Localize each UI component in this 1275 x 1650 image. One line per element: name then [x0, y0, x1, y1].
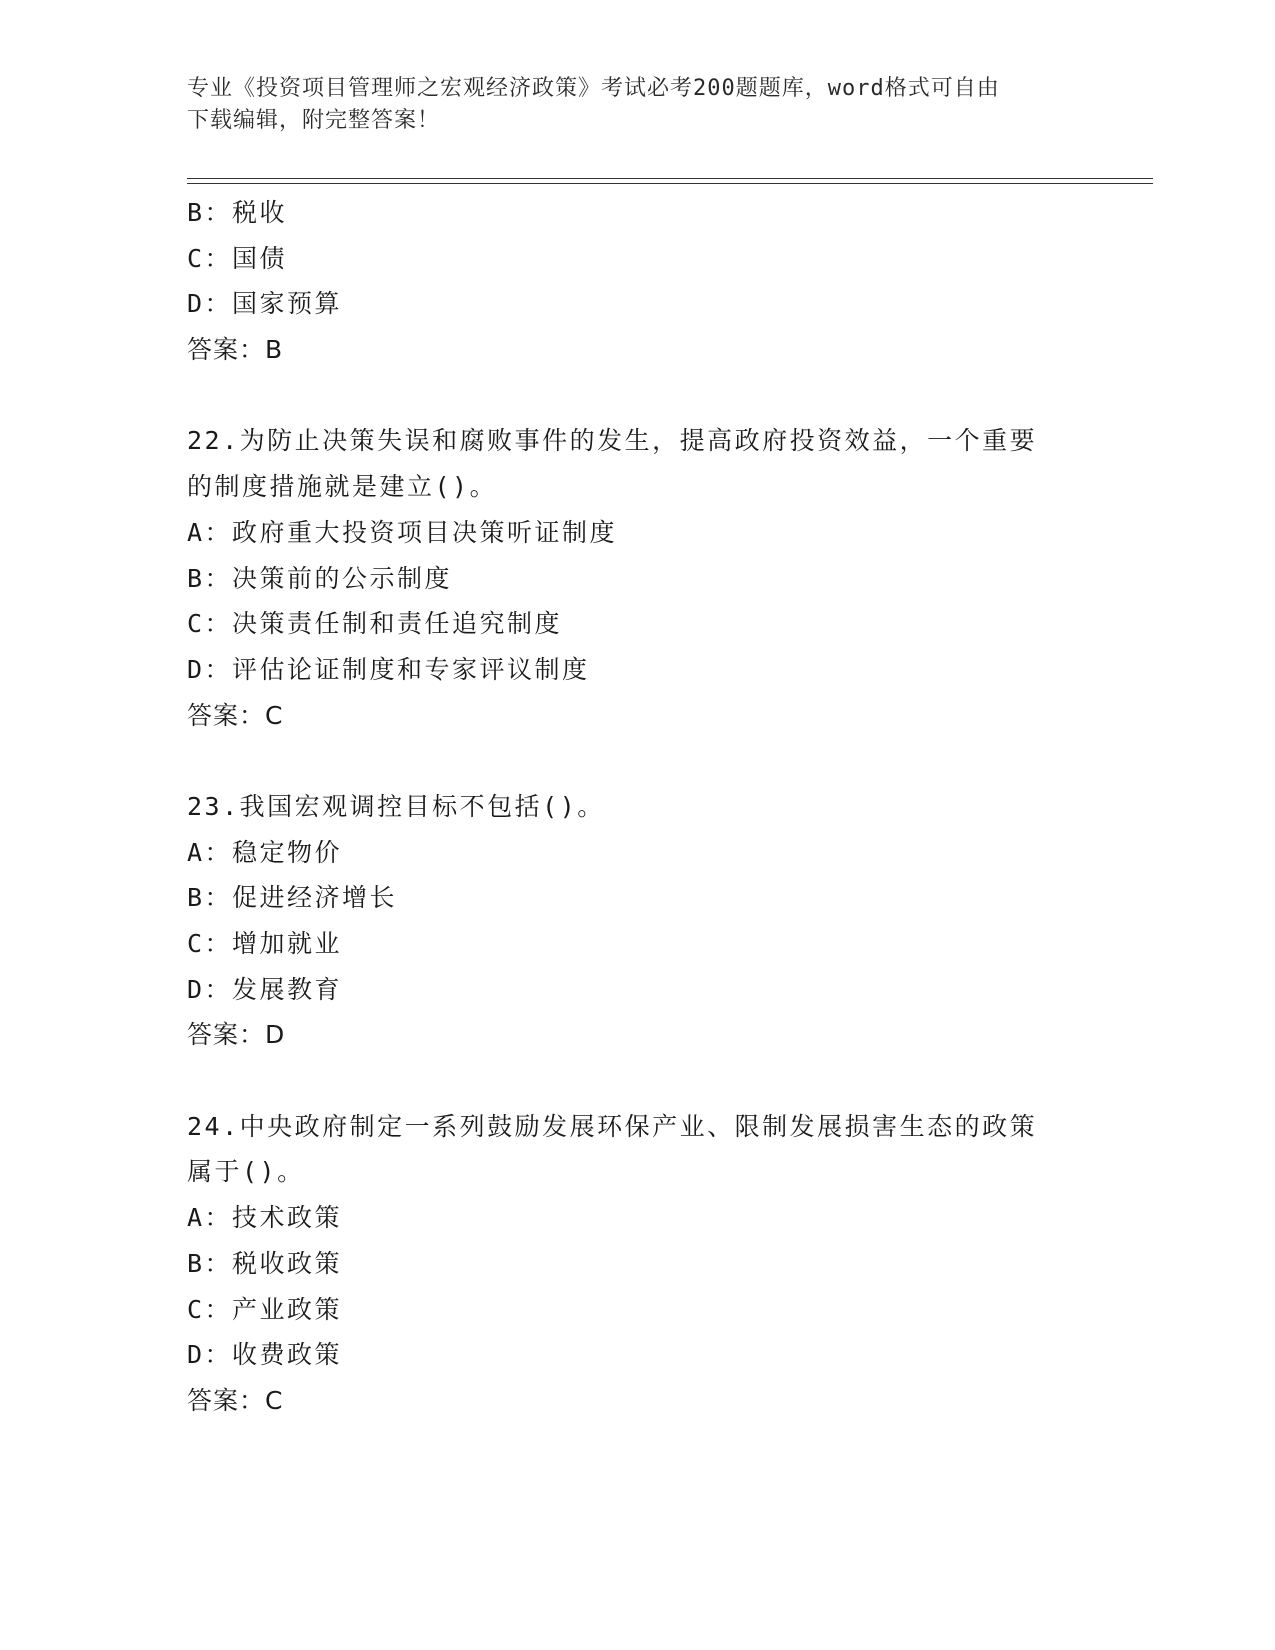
header-divider-top [187, 178, 1153, 179]
option-a: A：稳定物价 [187, 837, 343, 867]
answer-line: 答案：B [187, 335, 284, 365]
option-b: B：促进经济增长 [187, 883, 398, 913]
option-d: D：国家预算 [187, 289, 343, 319]
question-text-line: 属于()。 [187, 1157, 305, 1187]
question-23 [187, 784, 1087, 1058]
header-divider-bottom [187, 183, 1153, 184]
option-c: C：产业政策 [187, 1294, 343, 1324]
question-text-line: 的制度措施就是建立()。 [187, 472, 498, 502]
answer-line: 答案：C [187, 1385, 284, 1415]
option-c: C：国债 [187, 243, 288, 273]
header-line-1: 专业《投资项目管理师之宏观经济政策》考试必考200题题库，word格式可自由 [187, 76, 1000, 101]
question-22 [187, 418, 1087, 738]
question-24 [187, 1104, 1087, 1424]
spacer [187, 738, 1087, 784]
option-d: D：收费政策 [187, 1340, 343, 1370]
header-line-2: 下载编辑，附完整答案！ [187, 108, 441, 133]
option-a: A：技术政策 [187, 1203, 343, 1233]
option-c: C：增加就业 [187, 929, 343, 958]
option-b: B：税收政策 [187, 1248, 343, 1278]
option-d: D：发展教育 [187, 974, 343, 1004]
spacer [187, 1058, 1087, 1104]
question-text-line: 22.为防止决策失误和腐败事件的发生，提高政府投资效益，一个重要 [187, 426, 1038, 456]
option-c: C：决策责任制和责任追究制度 [187, 609, 563, 639]
document-header [187, 73, 1087, 137]
option-b: B：税收 [187, 198, 288, 227]
question-21-continued [187, 190, 1087, 373]
option-d: D：评估论证制度和专家评议制度 [187, 654, 590, 684]
option-b: B：决策前的公示制度 [187, 563, 453, 593]
answer-line: 答案：D [187, 1020, 286, 1050]
spacer [187, 373, 1087, 419]
option-a: A：政府重大投资项目决策听证制度 [187, 517, 618, 547]
question-text-line: 24.中央政府制定一系列鼓励发展环保产业、限制发展损害生态的政策 [187, 1111, 1038, 1141]
question-list [187, 190, 1087, 1424]
answer-line: 答案：C [187, 700, 284, 730]
question-text-line: 23.我国宏观调控目标不包括()。 [187, 791, 605, 821]
